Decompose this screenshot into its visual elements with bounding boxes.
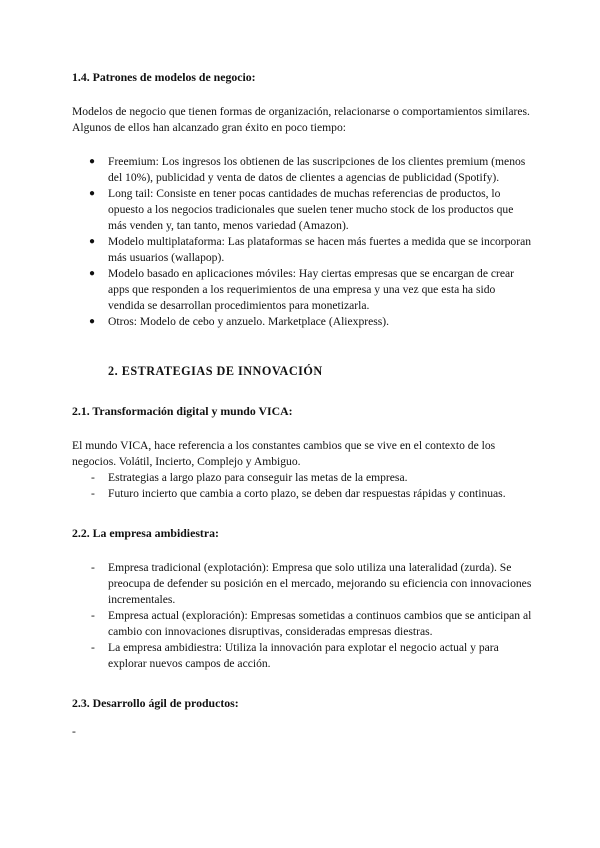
list-item [72, 560, 532, 608]
list-item [72, 266, 532, 314]
list-item-text: Freemium: Los ingresos los obtienen de las suscripciones de los clientes premium (menos del 10%), publicidad y venta de datos de clientes a agencias de publicidad (Spotify). [108, 155, 526, 184]
section-2-1-intro: El mundo VICA, hace referencia a los constantes cambios que se vive en el contexto de los negocios. Volátil, Incierto, Complejo y Ambiguo. [72, 439, 496, 468]
section-2-2-heading: 2.2. La empresa ambidiestra: [72, 526, 219, 540]
trailing-dash: - [72, 725, 76, 738]
list-item [72, 154, 532, 186]
section-2-1-heading: 2.1. Transformación digital y mundo VICA: [72, 404, 293, 418]
dash-icon: - [91, 471, 95, 484]
list-item [72, 234, 532, 266]
list-item-text: Otros: Modelo de cebo y anzuelo. Marketplace (Aliexpress). [108, 315, 390, 328]
list-item [72, 470, 532, 486]
list-item [72, 186, 532, 234]
business-model-patterns-list [72, 154, 532, 330]
list-item [72, 314, 532, 330]
section-2-heading: 2. ESTRATEGIAS DE INNOVACIÓN [108, 364, 323, 378]
list-item-text: Long tail: Consiste en tener pocas cantidades de muchas referencias de productos, lo opuesto a los negocios tradicionales que suelen tener mucho stock de los productos que más venden y, tan tanto, menos variedad (Amazon). [108, 187, 514, 232]
dash-icon: - [91, 609, 95, 622]
document-page [72, 68, 532, 740]
list-item-text: Empresa tradicional (explotación): Empresa que solo utiliza una lateralidad (zurda). Se preocupa de defender su posición en el mercado, mejorando su eficiencia con innovaciones incrementales. [108, 561, 532, 606]
vica-strategies-list [72, 470, 532, 502]
bullet-icon: ● [89, 316, 96, 327]
list-item [72, 486, 532, 502]
list-item-text: Modelo basado en aplicaciones móviles: Hay ciertas empresas que se encargan de crear apps que responden a los requerimientos de una empresa y una vez que esta ha sido vendida se desarrollan procedimientos para monetizarla. [108, 267, 515, 312]
dash-icon: - [91, 641, 95, 654]
dash-icon: - [91, 561, 95, 574]
bullet-icon: ● [89, 156, 96, 167]
section-1-4-intro: Modelos de negocio que tienen formas de organización, relacionarse o comportamientos similares. Algunos de ellos han alcanzado gran éxito en poco tiempo: [72, 105, 530, 134]
list-item-text: Futuro incierto que cambia a corto plazo, se deben dar respuestas rápidas y continuas. [108, 487, 506, 500]
list-item-text: La empresa ambidiestra: Utiliza la innovación para explotar el negocio actual y para explorar nuevos campos de acción. [108, 641, 499, 670]
bullet-icon: ● [89, 268, 96, 279]
ambidextrous-company-list [72, 560, 532, 672]
list-item [72, 640, 532, 672]
bullet-icon: ● [89, 188, 96, 199]
list-item-text: Estrategias a largo plazo para conseguir las metas de la empresa. [108, 471, 408, 484]
section-2-3-heading: 2.3. Desarrollo ágil de productos: [72, 696, 239, 710]
list-item-text: Empresa actual (exploración): Empresas sometidas a continuos cambios que se anticipan al cambio con innovaciones disruptivas, consideradas empresas diestras. [108, 609, 532, 638]
dash-icon: - [91, 487, 95, 500]
list-item [72, 608, 532, 640]
section-1-4-heading: 1.4. Patrones de modelos de negocio: [72, 70, 256, 84]
bullet-icon: ● [89, 236, 96, 247]
list-item-text: Modelo multiplataforma: Las plataformas se hacen más fuertes a medida que se incorporan más usuarios (wallapop). [108, 235, 532, 264]
